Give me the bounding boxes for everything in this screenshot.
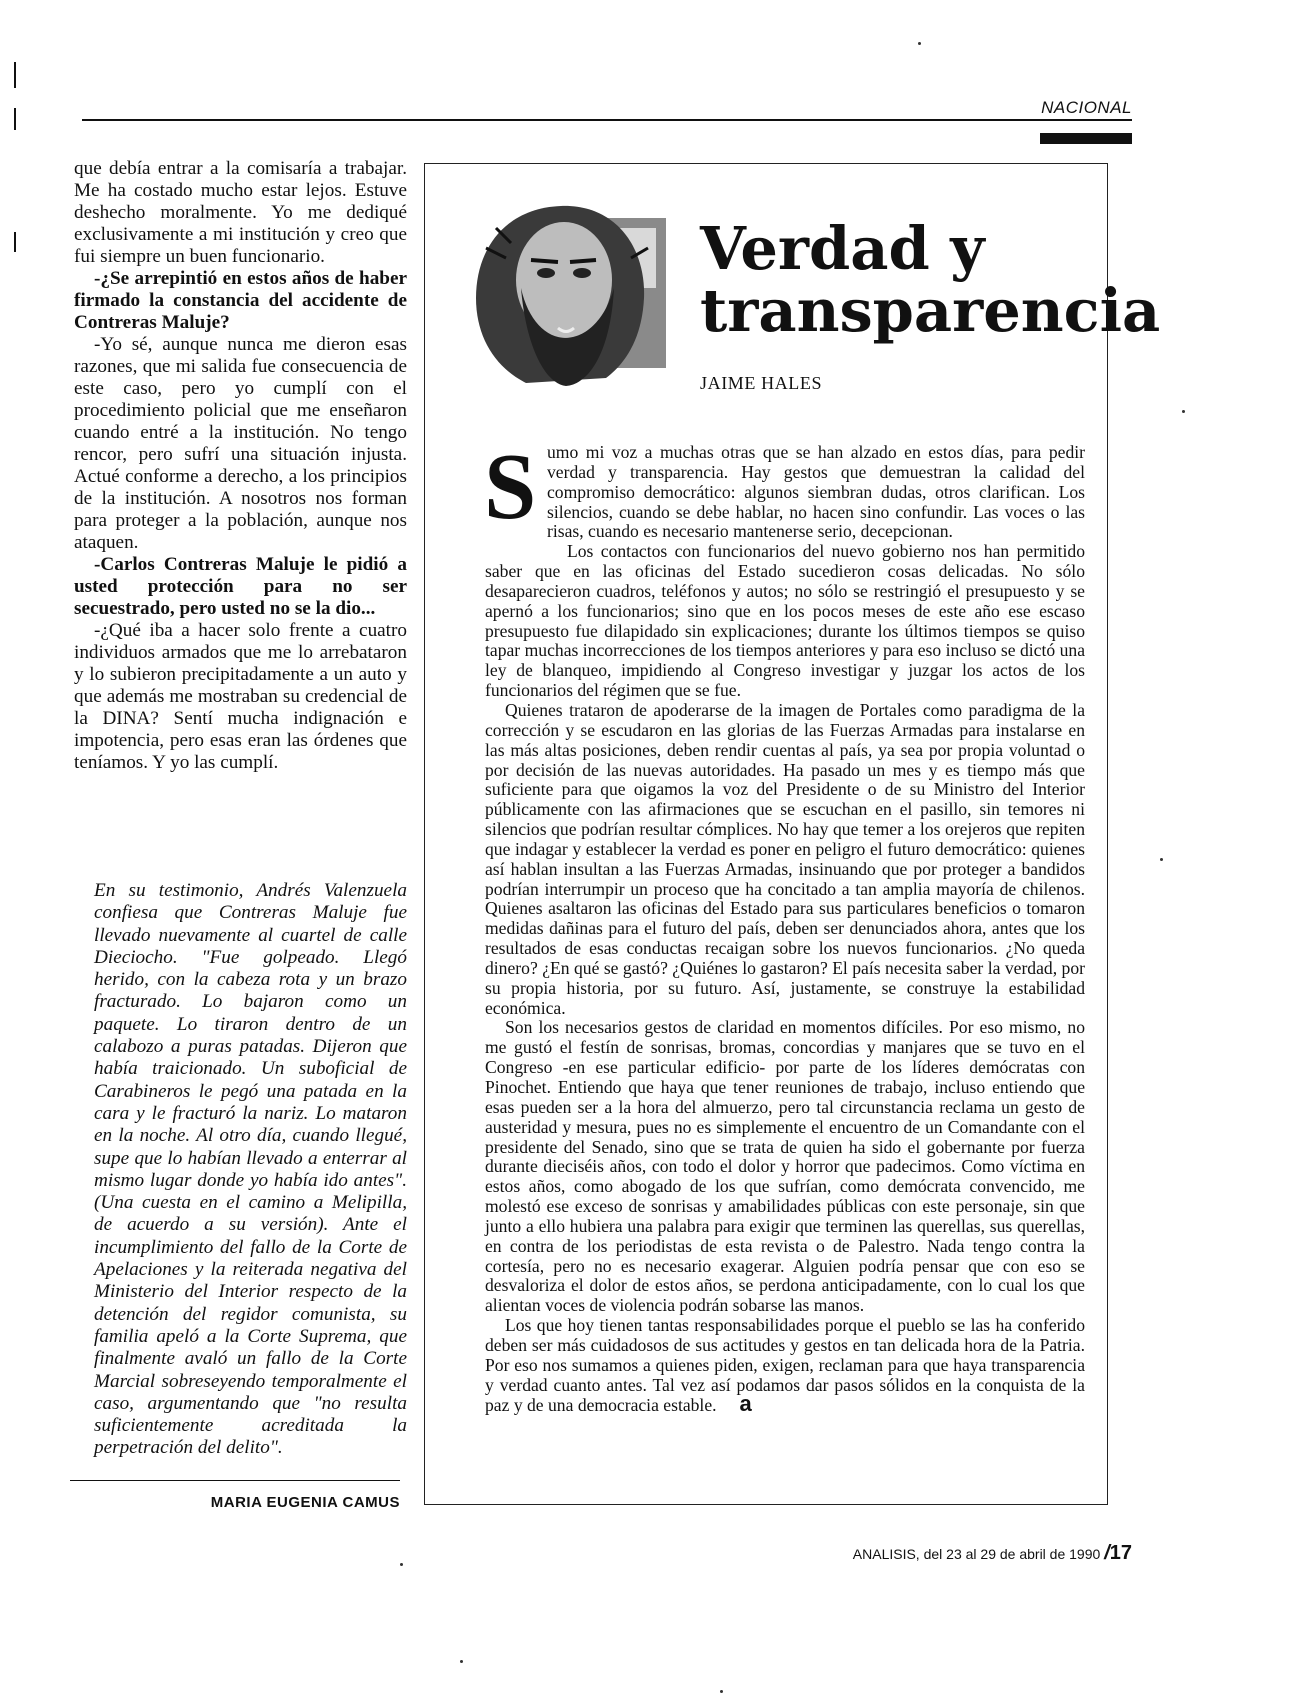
column-body: [485, 443, 1085, 1415]
byline: MARIA EUGENIA CAMUS: [210, 1494, 400, 1511]
interview-question: -Carlos Contreras Maluje le pidió a usted protección para no ser secuestrado, pero usted no se la dio...: [74, 554, 407, 619]
print-speck: [1182, 410, 1185, 413]
column-title: [700, 214, 1161, 345]
interview-column: [74, 158, 407, 774]
interview-answer: -¿Qué iba a hacer solo frente a cuatro individuos armados que me lo arrebataron y lo subieron precipitadamente a un auto y que además me mostraban su credencial de la DINA? Sentí mucha indignación e impotencia, pero esas eran las órdenes que teníamos. Y yo las cumplí.: [74, 620, 407, 773]
margin-mark: [14, 62, 16, 88]
print-speck: [918, 42, 921, 45]
column-paragraph: Quienes trataron de apoderarse de la imagen de Portales como paradigma de la corrección y se escudaron en las glorias de las Fuerzas Armadas para instalarse en las más altas posiciones, deben rendir cuentas al país, ya sea por propia voluntad o por decisión de las nuevas autoridades. Ha pasado un mes y es tiempo más que suficiente para que oigamos la voz del Presidente o de su Ministro del Interior públicamente con las afirmaciones que se escuchan en el pasillo, sin temores ni silencios que podrían resultar cómplices. No hay que temer a los orejeros que repiten que indagar y establecer la verdad es poner en peligro el futuro democrático: quienes así hablan insultan a las Fuerzas Armadas, insinuando que por proteger a bandidos podrían interrumpir un proceso que ha concitado a tan amplia mayoría de chilenos. Quienes asaltaron las oficinas del Estado para sus particulares beneficios o tomaron medidas dañinas para el futuro del país, deben ser denunciados ahora, antes que los resultados de esas conductas recaigan sobre los nuevos funcionarios. ¿No queda dinero? ¿En qué se gastó? ¿Quiénes lo gastaron? El país necesita saber la verdad, por su propia historia, por su futuro. Así, justamente, se construye la estabilidad económica.: [485, 699, 1085, 1018]
interview-answer: que debía entrar a la comisaría a trabajar. Me ha costado mucho estar lejos. Estuve deshecho moralmente. Yo me dediqué exclusivamente a mi institución y creo que fui siempre un buen funcionario.: [74, 158, 407, 267]
column-title-line: transparencia: [700, 276, 1161, 345]
column-author: JAIME HALES: [700, 373, 823, 393]
column-paragraph: Son los necesarios gestos de claridad en momentos difíciles. Por eso mismo, no me gustó el festín de sonrisas, bromas, concordias y manjares que se tuvo en el Congreso -en ese particular edificio- por parte de los líderes demócratas con Pinochet. Entiendo que haya que tener reuniones de trabajo, incluso entiendo que esas pueden ser a la hora del almuerzo, pero tal circunstancia reclama un gesto de austeridad y mesura, pues no es simplemente el encuentro de un Comandante con el presidente del Senado, sino que se trata de quien ha sido el gobernante por fuerza durante dieciséis años, con todo el dolor y horror que padecimos. Como víctima en estos años, como abogado de los que sufrían, como demócrata convencido, me molestó ese exceso de sonrisas y amabilidades públicas con este personaje, sin que junto a ello hubiera una palabra para exigir que terminen las querellas, sus querellas, en contra de los periodistas de esta revista o de Palestro. Nada tengo contra la cortesía, pero no es necesario exagerar. Alguien podría pensar que con eso se desvaloriza el dolor de estos años, se perdona anticipadamente, con lo cual los que alientan voces de violencia podrán sobarse las manos.: [485, 1017, 1085, 1316]
page-footer: [700, 1542, 1132, 1565]
end-mark: a: [739, 1390, 752, 1416]
print-speck: [400, 1563, 403, 1566]
column-title-line: Verdad y: [700, 214, 985, 283]
section-bar: [1040, 133, 1132, 144]
header-rule: [82, 119, 1132, 121]
print-speck: [460, 1660, 463, 1663]
column-paragraph: umo mi voz a muchas otras que se han alzado en estos días, para pedir verdad y transparencia. Hay gestos que demuestran la calidad del compromiso democrático: algunos siembran dudas, otros clarifican. Los silencios, cuando se debe hablar, no hacen sino confundir. Las voces o las risas, cuando es necesario mantenerse serio, decepcionan.: [547, 442, 1085, 542]
interview-question: -¿Se arrepintió en estos años de haber firmado la constancia del accidente de Contreras Maluje?: [74, 268, 407, 333]
epilogue-paragraph: En su testimonio, Andrés Valenzuela confiesa que Contreras Maluje fue llevado nuevamente al cuartel de calle Dieciocho. "Fue golpeado. Llegó herido, con la cabeza rota y un brazo fracturado. Lo bajaron como un paquete. Lo tiraron dentro de un calabozo a puras patadas. Dijeron que había traicionado. Un suboficial de Carabineros le pegó una patada en la cara y le fracturó la nariz. Lo mataron en la noche. Al otro día, cuando llegué, supe que lo habían llevado a enterrar al mismo lugar donde yo había ido antes". (Una cuesta en el camino a Melipilla, de acuerdo a su versión). Ante el incumplimiento del fallo de la Corte de Apelaciones y la reiterada negativa del Ministerio del Interior respecto de la detención del regidor comunista, su familia apeló a la Corte Suprema, que finalmente avaló un fallo de la Corte Marcial sobreseyendo temporalmente el caso, argumentando que "no resulta suficientemente acreditada la perpetración del delito".: [94, 880, 407, 1459]
section-label: NACIONAL: [1041, 98, 1132, 117]
interview-answer: -Yo sé, aunque nunca me dieron esas razones, que mi salida fue consecuencia de este caso, pero yo cumplí con el procedimiento policial que me enseñaron cuando entré a la institución. No tengo rencor, pero sufrí una situación injusta. Actué conforme a derecho, a los principios de la institución. A nosotros nos forman para proteger a la población, aunque nos ataquen.: [74, 334, 407, 553]
publication-info: ANALISIS, del 23 al 29 de abril de 1990: [852, 1546, 1101, 1562]
column-paragraph: [485, 1316, 1085, 1415]
drop-cap: S: [484, 435, 537, 539]
byline-rule: [70, 1480, 400, 1481]
column-paragraph-text: Los que hoy tienen tantas responsabilidades porque el pueblo se las ha conferido deben ser más cuidadosos de sus actitudes y gestos en tan delicada hora de la Patria. Por eso nos sumamos a quienes piden, exigen, reclaman para que haya transparencia y verdad cuanto antes. Tal vez así podamos dar pasos sólidos en la conquista de la paz y de una democracia estable.: [485, 1315, 1085, 1415]
footer-separator: /: [1104, 1542, 1110, 1564]
margin-mark: [14, 232, 16, 252]
drop-cap-space: [485, 443, 547, 543]
page-number: 17: [1109, 1542, 1132, 1564]
author-portrait: [466, 188, 672, 396]
margin-mark: [14, 108, 16, 130]
interview-epilogue: [94, 880, 407, 1460]
print-speck: [1160, 858, 1163, 861]
print-speck: [720, 1690, 723, 1693]
column-paragraph: Los contactos con funcionarios del nuevo gobierno nos han permitido saber que en las oficinas del Estado sucedieron cosas delicadas. No sólo desaparecieron cuadros, teléfonos y autos; no sólo se restringió el presupuesto y se apernó a los funcionarios; sino que en los pocos meses de este año ese escaso presupuesto fue dilapidado sin explicaciones; durante los últimos tiempos se quiso tapar muchas incorrecciones de los tiempos anteriores y para eso incluso se dictó una ley de blanqueo, impidiendo al Congreso investigar y juzgar los actos de los funcionarios del régimen que se fue.: [485, 541, 1085, 701]
